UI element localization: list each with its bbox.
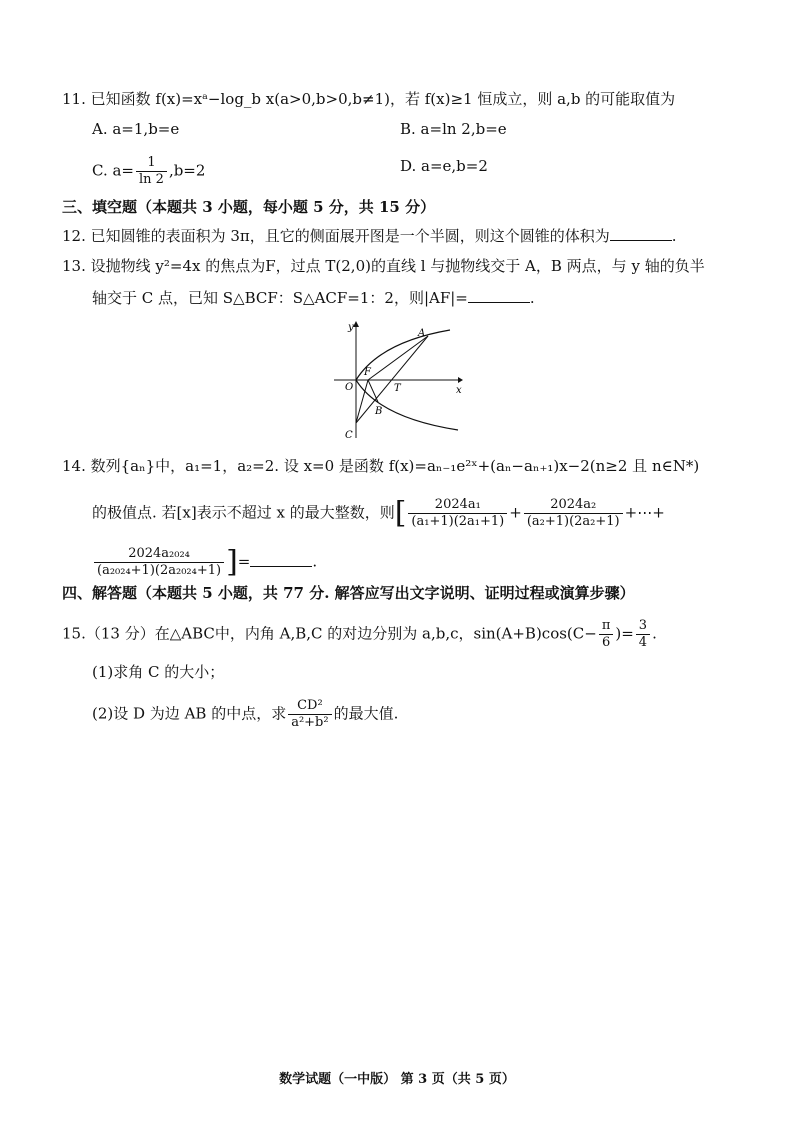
part-2-end: 的最大值. [333, 704, 399, 723]
y-axis-arrow [353, 321, 359, 327]
fraction-3-denominator: (a₂₀₂₄+1)(2a₂₀₂₄+1) [97, 563, 222, 578]
floor-bracket-open: [ [394, 495, 407, 531]
answer-blank [468, 288, 530, 303]
page-footer: 数学试题（一中版） 第 3 页（共 5 页） [279, 1072, 515, 1087]
value-denominator: 4 [638, 635, 648, 650]
question-15-end: . [652, 624, 657, 643]
label-t: T [394, 383, 401, 394]
question-15-part-1: (1)求角 C 的大小； [92, 663, 225, 681]
label-x: x [456, 385, 462, 396]
question-13-line-2 [92, 287, 535, 309]
label-a: A [418, 328, 426, 339]
ratio-numerator: CD² [288, 698, 331, 715]
option-c-suffix: ,b=2 [168, 161, 206, 180]
question-14-line-1: 14. 数列{aₙ}中，a₁=1，a₂=2. 设 x=0 是函数 f(x)=aₙ₋₁e²ˣ+(aₙ−aₙ₊₁)x−2(n≥2 且 n∈N*) [62, 457, 700, 475]
question-12 [62, 225, 677, 247]
value-fraction [636, 618, 650, 651]
answer-blank [250, 552, 312, 567]
question-11-option-d: D. a=e,b=2 [400, 157, 488, 175]
question-11-option-b: B. a=ln 2,b=e [400, 120, 507, 138]
option-c-denominator: ln 2 [139, 172, 164, 187]
question-15-text: 15.（13 分）在△ABC中，内角 A,B,C 的对边分别为 a,b,c，sin(A+B)cos(C− [62, 624, 597, 643]
plus-dots: +⋯+ [624, 503, 665, 522]
fraction-1-denominator: (a₁+1)(2a₁+1) [411, 514, 505, 529]
question-13-text: 轴交于 C 点，已知 S△BCF：S△ACF=1：2，则|AF|= [92, 289, 468, 307]
parabola-figure [330, 318, 465, 443]
answer-blank [610, 226, 672, 241]
question-14-end: . [312, 552, 318, 571]
label-b: B [375, 406, 383, 417]
fraction-3 [94, 546, 224, 579]
question-14-line-3 [92, 546, 317, 579]
question-15-part-2 [92, 698, 398, 731]
section-3-heading: 三、填空题（本题共 3 小题，每小题 5 分，共 15 分） [62, 198, 436, 216]
label-y: y [348, 322, 354, 333]
question-12-end: . [671, 227, 677, 245]
pi-numerator: π [599, 618, 614, 635]
fraction-3-numerator: 2024a₂₀₂₄ [94, 546, 224, 563]
fraction-2-numerator: 2024a₂ [524, 497, 623, 514]
ratio-denominator: a²+b² [291, 715, 329, 730]
question-14-text: 的极值点. 若[x]表示不超过 x 的最大整数，则 [92, 503, 395, 522]
question-15-stem [62, 618, 657, 651]
fraction-1 [408, 497, 507, 530]
label-c: C [345, 430, 353, 441]
value-numerator: 3 [636, 618, 650, 635]
question-11-stem: 11. 已知函数 f(x)=xᵃ−log_b x(a>0,b>0,b≠1)，若 f(x)≥1 恒成立，则 a,b 的可能取值为 [62, 90, 676, 108]
question-15-mid: )= [615, 624, 634, 643]
x-axis-arrow [458, 377, 463, 383]
option-c-prefix: C. a= [92, 161, 134, 180]
fraction-2 [524, 497, 623, 530]
question-14-line-2: 的极值点. 若[x]表示不超过 x 的最大整数，则[ $\frac{\text{2024a₁}}{\text{(a₁+1)(2a₁+1)}}$ + $\frac{\text{2024a₂}}{\text{(a₂+1)(2a₂+1)}}$ +⋯+ [92, 495, 665, 531]
segment-fc [356, 380, 368, 423]
pi-denominator: 6 [601, 635, 611, 650]
pi-over-6 [599, 618, 614, 651]
fraction-2-denominator: (a₂+1)(2a₂+1) [526, 514, 620, 529]
question-11-option-c [92, 155, 205, 188]
part-2-text: (2)设 D 为边 AB 的中点，求 [92, 704, 287, 723]
equals-sign: = [237, 552, 251, 571]
option-c-fraction [136, 155, 167, 188]
label-o: O [345, 382, 354, 393]
question-13-line-1: 13. 设抛物线 y²=4x 的焦点为F，过点 T(2,0)的直线 l 与抛物线交于 A，B 两点，与 y 轴的负半 [62, 257, 705, 275]
option-c-numerator: 1 [136, 155, 167, 172]
floor-bracket-close: ] [226, 544, 238, 580]
question-11-option-a: A. a=1,b=e [92, 120, 180, 138]
question-13-end: . [529, 289, 535, 307]
fraction-1-numerator: 2024a₁ [408, 497, 507, 514]
question-12-text: 12. 已知圆锥的表面积为 3π，且它的侧面展开图是一个半圆，则这个圆锥的体积为 [62, 227, 610, 245]
ratio-fraction [288, 698, 331, 731]
section-4-heading: 四、解答题（本题共 5 小题，共 77 分. 解答应写出文字说明、证明过程或演算步骤） [62, 584, 635, 602]
label-f: F [364, 367, 371, 378]
